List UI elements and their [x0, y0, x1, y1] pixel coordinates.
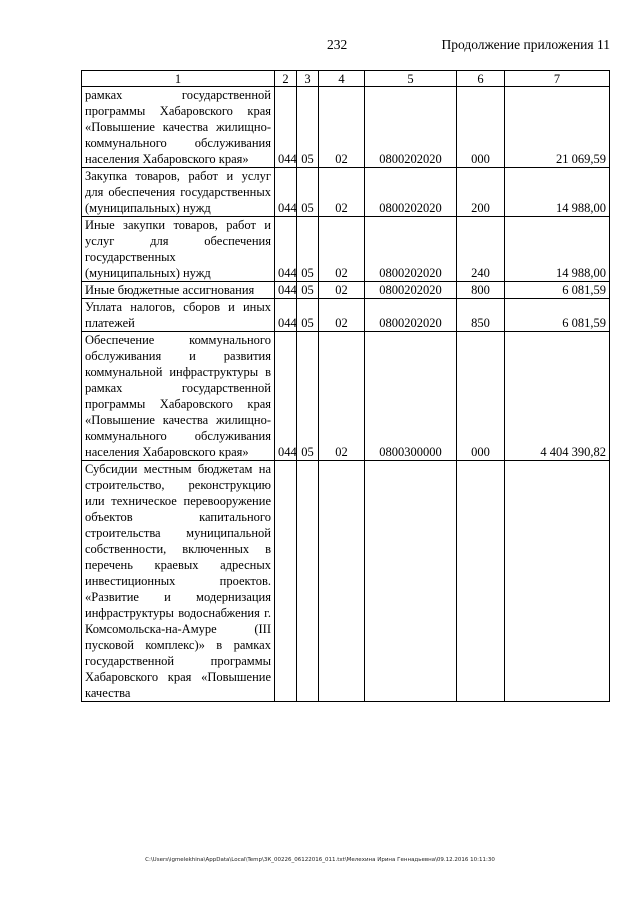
row-grbs — [275, 461, 297, 702]
row-grbs: 044 — [275, 282, 297, 299]
row-csr — [365, 461, 457, 702]
row-name: Иные бюджетные ассигнования — [82, 282, 275, 299]
row-csr: 0800202020 — [365, 87, 457, 168]
row-csr: 0800300000 — [365, 332, 457, 461]
column-number-row — [82, 71, 610, 87]
row-sum: 14 988,00 — [505, 168, 610, 217]
row-name: Иные закупки товаров, работ и услуг для обеспечения государственных (муниципальных) нужд — [82, 217, 275, 282]
row-pr — [319, 461, 365, 702]
row-pr: 02 — [319, 87, 365, 168]
row-sum: 14 988,00 — [505, 217, 610, 282]
row-rz: 05 — [297, 282, 319, 299]
row-rz: 05 — [297, 217, 319, 282]
row-grbs: 044 — [275, 299, 297, 332]
table-row — [82, 461, 610, 702]
row-pr: 02 — [319, 217, 365, 282]
row-name: Закупка товаров, работ и услуг для обеспечения государственных (муниципальных) нужд — [82, 168, 275, 217]
column-number: 1 — [82, 71, 275, 87]
column-number: 6 — [457, 71, 505, 87]
row-vr — [457, 461, 505, 702]
table-row — [82, 168, 610, 217]
row-sum: 21 069,59 — [505, 87, 610, 168]
column-number: 3 — [297, 71, 319, 87]
row-vr: 200 — [457, 168, 505, 217]
row-name: Субсидии местным бюджетам на строительство, реконструкцию или техническое перевооружение объектов капитального строительства муниципальной собственности, включенных в перечень краевых адресных инвестиционных проектов. «Развитие и модернизация инфраструктуры водоснабжения г. Комсомольска-на-Амуре (III пусковой комплекс)» в рамках государственной программы Хабаровского края «Повышение качества — [82, 461, 275, 702]
row-rz: 05 — [297, 332, 319, 461]
row-pr: 02 — [319, 332, 365, 461]
continuation-label: Продолжение приложения 11 — [441, 37, 610, 52]
row-pr: 02 — [319, 299, 365, 332]
row-csr: 0800202020 — [365, 282, 457, 299]
budget-table — [81, 70, 610, 702]
table-row — [82, 87, 610, 168]
column-number: 4 — [319, 71, 365, 87]
row-csr: 0800202020 — [365, 168, 457, 217]
row-name: Обеспечение коммунального обслуживания и развития коммунальной инфраструктуры в рамках государственной программы Хабаровского края «Повышение качества жилищно-коммунального обслуживания населения Хабаровского края» — [82, 332, 275, 461]
table-row — [82, 217, 610, 282]
table-row — [82, 332, 610, 461]
row-csr: 0800202020 — [365, 217, 457, 282]
row-vr: 800 — [457, 282, 505, 299]
footer-file-path: C:\Users\igmelekhina\AppData\Local\Temp\3К_00226_06122016_011.txt\Мелехина Ирина Геннадьевна\09.12.2016 10:11:30 — [145, 857, 495, 863]
row-sum: 4 404 390,82 — [505, 332, 610, 461]
row-pr: 02 — [319, 168, 365, 217]
column-number: 2 — [275, 71, 297, 87]
row-rz — [297, 461, 319, 702]
row-sum — [505, 461, 610, 702]
row-vr: 000 — [457, 87, 505, 168]
row-grbs: 044 — [275, 332, 297, 461]
row-vr: 240 — [457, 217, 505, 282]
row-vr: 850 — [457, 299, 505, 332]
row-grbs: 044 — [275, 217, 297, 282]
row-pr: 02 — [319, 282, 365, 299]
column-number: 5 — [365, 71, 457, 87]
row-vr: 000 — [457, 332, 505, 461]
row-sum: 6 081,59 — [505, 282, 610, 299]
row-csr: 0800202020 — [365, 299, 457, 332]
row-sum: 6 081,59 — [505, 299, 610, 332]
row-rz: 05 — [297, 87, 319, 168]
table-row — [82, 282, 610, 299]
row-grbs: 044 — [275, 168, 297, 217]
row-rz: 05 — [297, 299, 319, 332]
table-row — [82, 299, 610, 332]
row-name: рамках государственной программы Хабаровского края «Повышение качества жилищно-коммунального обслуживания населения Хабаровского края» — [82, 87, 275, 168]
row-grbs: 044 — [275, 87, 297, 168]
row-name: Уплата налогов, сборов и иных платежей — [82, 299, 275, 332]
row-rz: 05 — [297, 168, 319, 217]
column-number: 7 — [505, 71, 610, 87]
page-number: 232 — [327, 37, 348, 52]
